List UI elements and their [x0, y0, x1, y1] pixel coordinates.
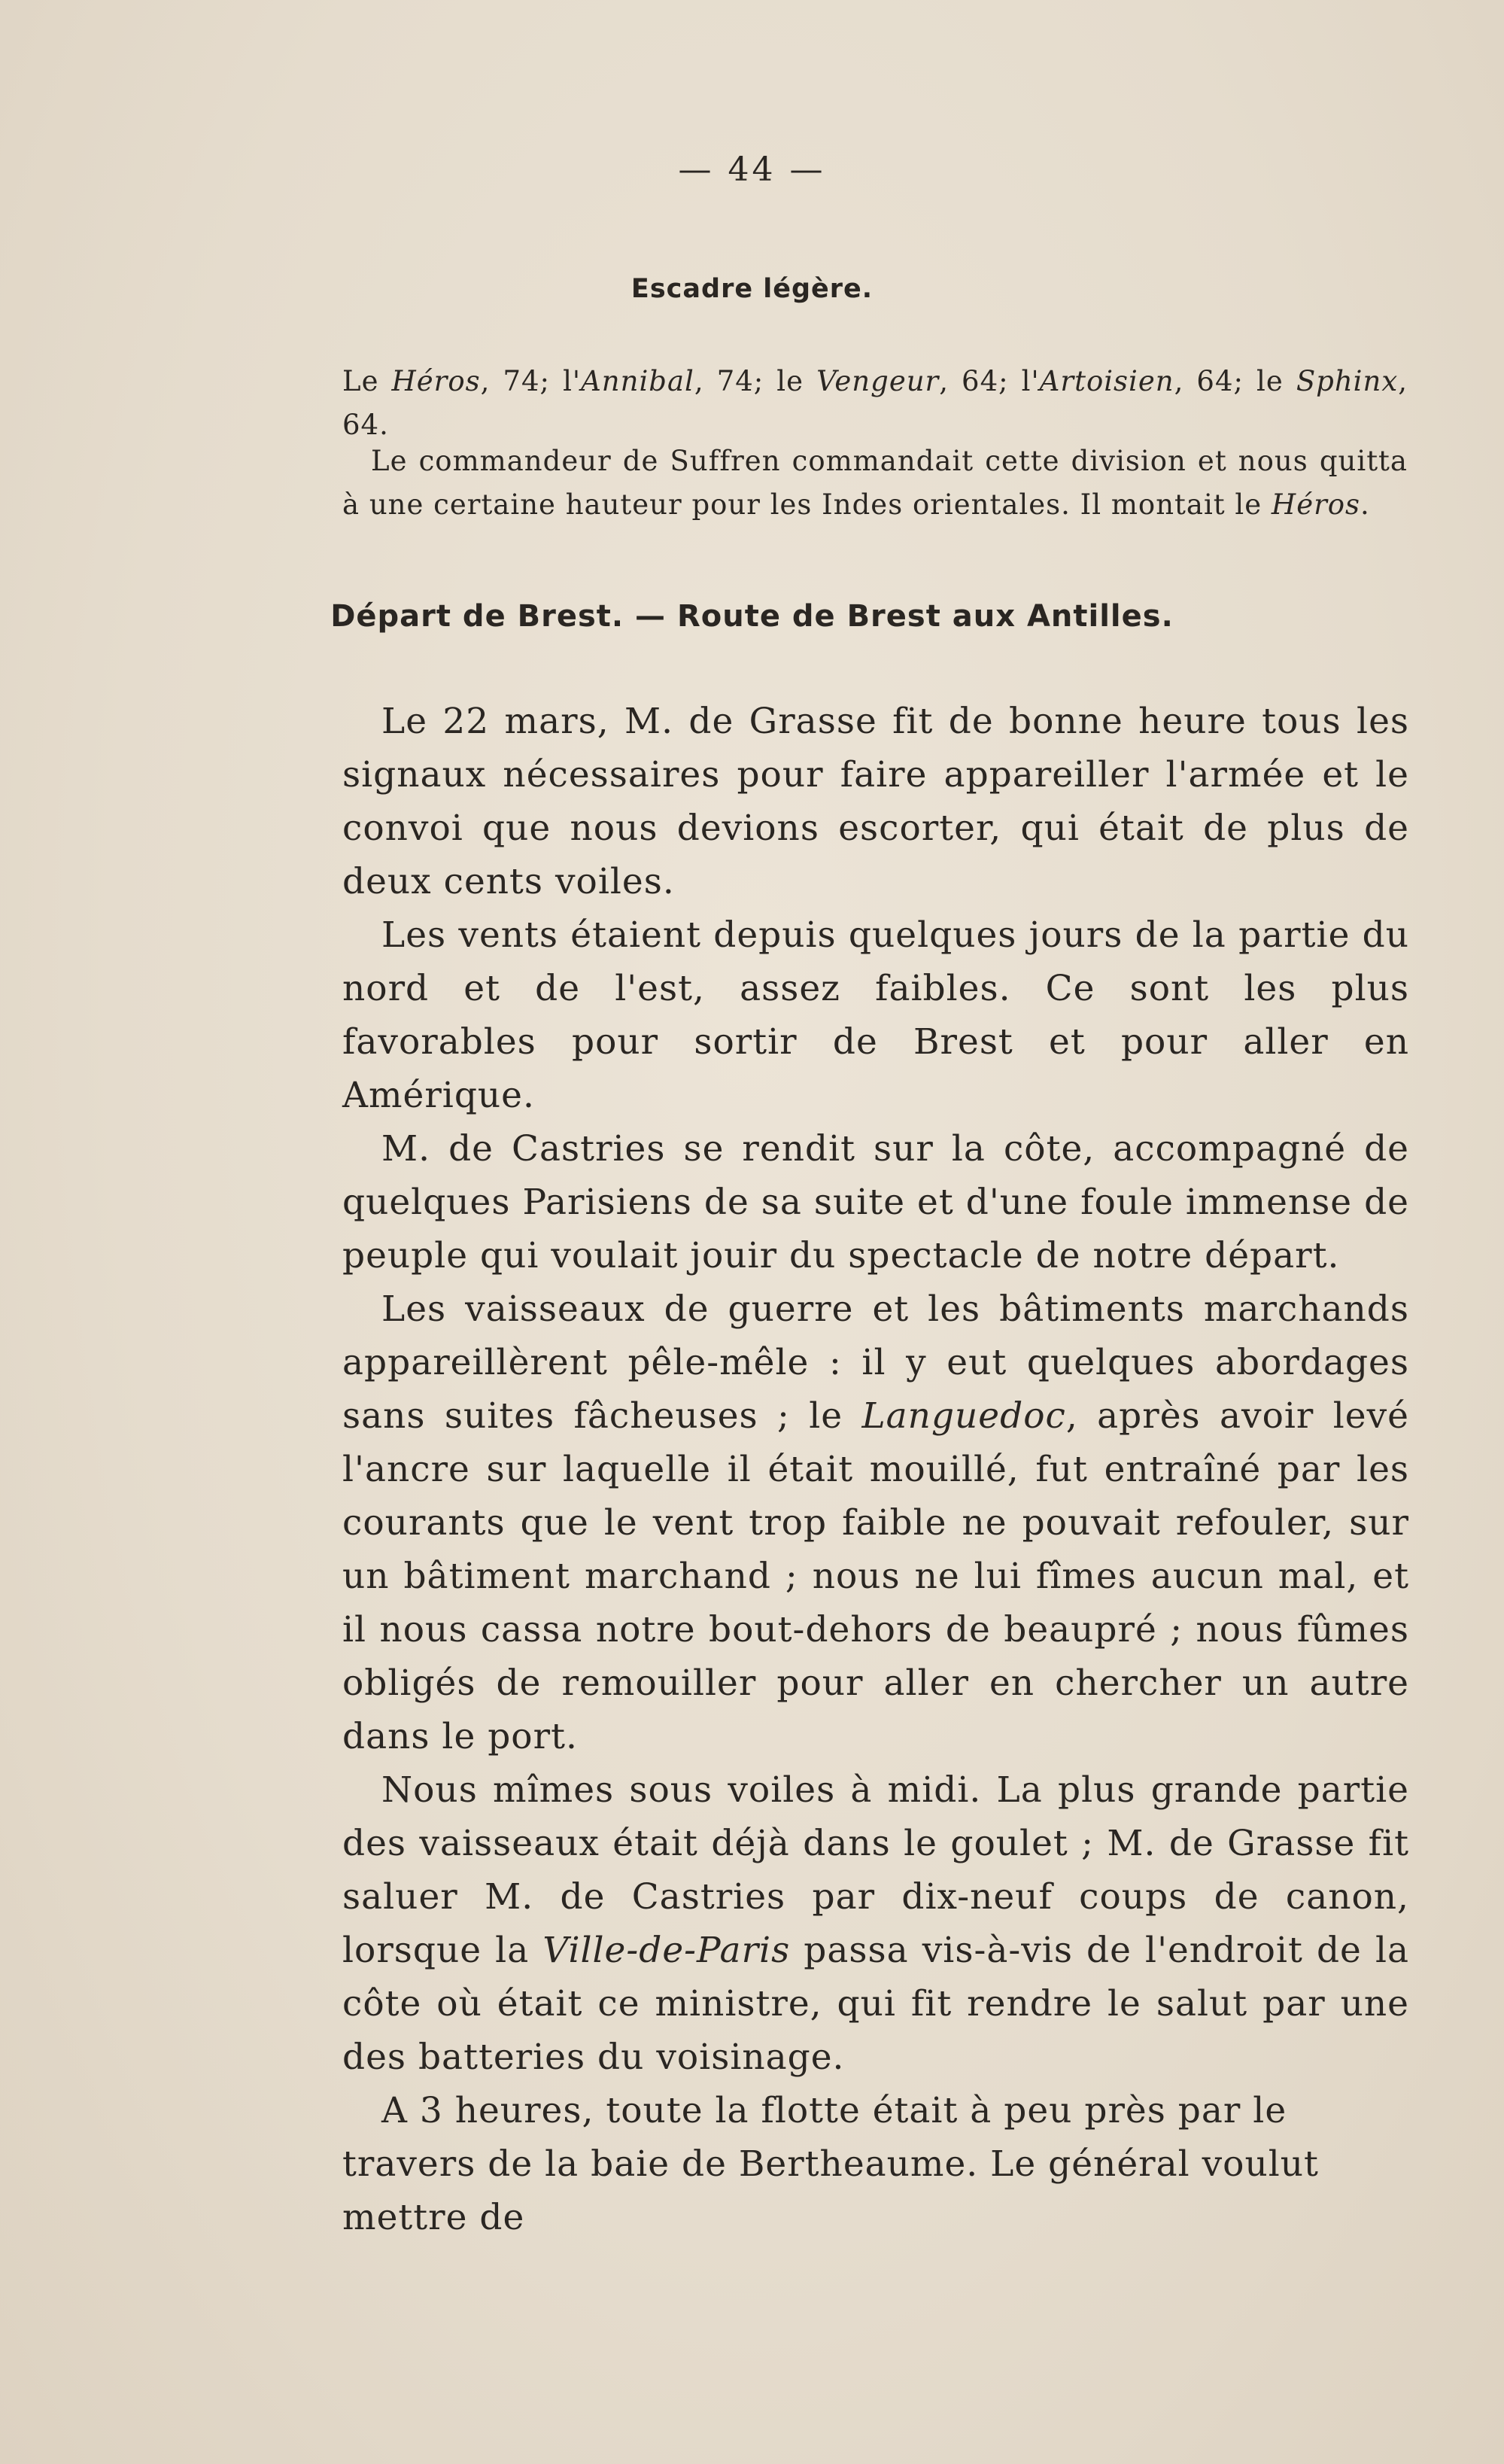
- ship-name: Languedoc: [861, 1395, 1066, 1437]
- paragraph: A 3 heures, toute la flotte était à peu près par le travers de la baie de Bertheaume. Le général voulut mettre de: [342, 2090, 1319, 2238]
- ship-article: Le: [342, 365, 392, 397]
- ship-article: le: [776, 365, 817, 397]
- ship-name: Artoisien: [1039, 365, 1174, 397]
- ship-name: Sphinx: [1296, 365, 1399, 397]
- ship-guns: 64: [1196, 365, 1234, 397]
- ship-article: l': [563, 365, 582, 397]
- page-number: — 44 —: [678, 151, 826, 189]
- ship-name: Vengeur: [816, 365, 940, 397]
- ship-article: l': [1021, 365, 1040, 397]
- ship-name: Annibal: [581, 365, 694, 397]
- paragraph: M. de Castries se rendit sur la côte, accompagné de quelques Parisiens de sa suite et d'une foule immense de peuple qui voulait jouir du spectacle de notre départ.: [342, 1128, 1409, 1276]
- suffren-note: [342, 440, 1408, 527]
- paragraph-text: Les vaisseaux de guerre et les bâtiments marchands appareillèrent pêle-mêle : il y eut quelques abordages sans suites fâcheuses ; le: [342, 1288, 1409, 1437]
- paragraph: [342, 1763, 1409, 2084]
- ship-guns: 64: [342, 409, 380, 441]
- paragraph-text: Nous mîmes sous voiles à midi. La plus grande partie des vaisseaux était déjà dans le goulet ; M. de Grasse fit saluer M. de Castries par dix-neuf coups de canon, lorsque la: [342, 1769, 1409, 1971]
- ship-guns: 74: [716, 365, 754, 397]
- paragraph-text: , après avoir levé l'ancre sur laquelle il était mouillé, fut entraîné par les courants que le vent trop faible ne pouvait refouler, sur un bâtiment marchand ; nous ne lui fîmes aucun mal, et il nous cassa notre bout-dehors de beaupré ; nous fûmes obligés de remouiller pour aller en chercher un autre dans le port.: [342, 1395, 1409, 1757]
- paragraph-text: passa vis-à-vis de l'endroit de la côte où était ce ministre, qui fit rendre le salut par une des batteries du voisinage.: [342, 1930, 1409, 2078]
- paragraph: [342, 1282, 1409, 1763]
- ship-list: Le Héros, 74; l'Annibal, 74; le Vengeur, 64; l'Artoisien, 64; le Sphinx, 64.: [342, 365, 1408, 441]
- ship-article: le: [1256, 365, 1296, 397]
- note-ship-name: Héros: [1271, 488, 1361, 521]
- ship-name: Héros: [391, 365, 481, 397]
- section-heading-escadre: Escadre légère.: [630, 274, 874, 304]
- section-heading-depart: Départ de Brest. — Route de Brest aux Antilles.: [330, 599, 1174, 634]
- paragraph: Le 22 mars, M. de Grasse fit de bonne heure tous les signaux nécessaires pour faire appareiller l'armée et le convoi que nous devions escorter, qui était de plus de deux cents voiles.: [342, 701, 1409, 902]
- ship-name: Ville-de-Paris: [542, 1930, 791, 1971]
- main-text: [342, 695, 1409, 2244]
- paragraph: Les vents étaient depuis quelques jours de la partie du nord et de l'est, assez faibles. Ce sont les plus favorables pour sortir de Brest et pour aller en Amérique.: [342, 914, 1409, 1116]
- ship-guns: 64: [962, 365, 999, 397]
- note-text: Le commandeur de Suffren commandait cette division et nous quitta à une certaine hauteur pour les Indes orientales. Il montait le: [342, 445, 1408, 521]
- ship-guns: 74: [503, 365, 540, 397]
- note-end: .: [1360, 488, 1370, 521]
